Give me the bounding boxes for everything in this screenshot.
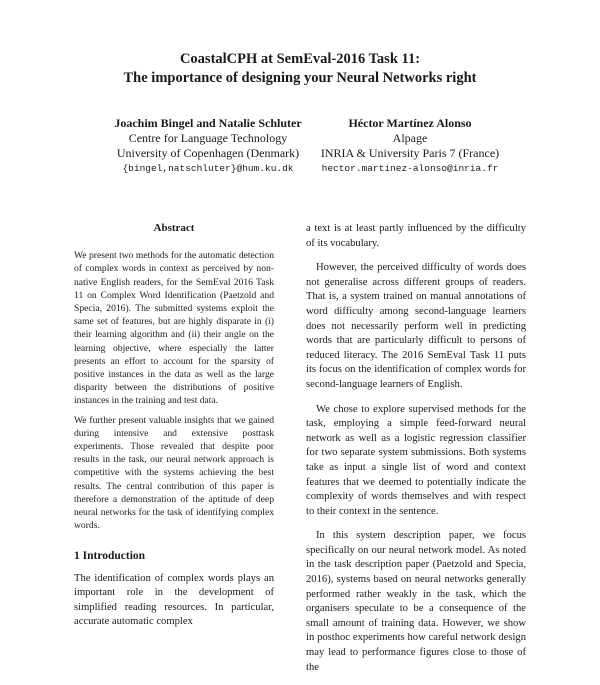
author-block-2 — [290, 116, 530, 176]
body-paragraph-2: We chose to explore supervised methods for the task, employing a simple feed-forward neural network as well as a logistic regression classifier for two separate system submissions. Both systems take as input a single list of word and context features that we deemed to potentially indicate the complexity of words themselves and with respect to their context in the sentence. — [306, 403, 526, 517]
author-email: {bingel,natschluter}@hum.ku.dk — [122, 163, 294, 174]
title-line-2: The importance of designing your Neural Networks right — [123, 70, 477, 86]
author-block-1 — [108, 116, 308, 176]
title-line-1: CoastalCPH at SemEval-2016 Task 11: — [179, 51, 421, 67]
body-paragraph-3: In this system description paper, we focus specifically on our neural network model. As noted in the task description paper (Paetzold and Specia, 2016), systems based on neural networks generally performed rather weakly in the task, which the organisers speculate to be a consequence of the small amount of training data. However, we show in posthoc experiments how careful network design may lead to performance figures close to those of the — [306, 530, 526, 673]
intro-paragraph-1: The identification of complex words plays an important role in the development of simplified reading resources. In particular, accurate automatic complex — [74, 572, 274, 628]
paper-title — [0, 50, 600, 88]
author-email: hector.martinez-alonso@inria.fr — [321, 163, 499, 174]
author-institution: INRIA & University Paris 7 (France) — [320, 146, 500, 160]
right-column — [306, 222, 526, 685]
author-names: Joachim Bingel and Natalie Schluter — [114, 116, 302, 130]
section-heading-introduction: 1 Introduction — [74, 550, 146, 563]
author-affiliation: Centre for Language Technology — [128, 131, 288, 145]
body-paragraph-1: However, the perceived difficulty of words does not generalise across different groups of readers. That is, a system trained on manual annotations of word difficulty among second-language learners does not necessarily perform well in predicting words that are particularly difficult to persons of reduced literacy. The 2016 SemEval Task 11 puts its focus on the identification of complex words for second-language learners of English. — [306, 262, 526, 390]
author-names: Héctor Martínez Alonso — [348, 116, 472, 130]
author-affiliation: Alpage — [392, 131, 428, 145]
abstract-heading: Abstract — [153, 222, 195, 234]
author-institution: University of Copenhagen (Denmark) — [116, 146, 300, 160]
left-column — [74, 222, 274, 636]
body-paragraph-0: a text is at least partly influenced by the difficulty of its vocabulary. — [306, 223, 526, 249]
abstract-paragraph-1: We present two methods for the automatic detection of complex words in context as perceived by non-native English readers, for the SemEval 2016 Task 11 on Complex Word Identification (Paetzold and Specia, 2016). The submitted systems exploit the same set of features, but are highly disparate in (i) their learning algorithm and (ii) their angle on the learning objective, where especially the latter presents an effort to account for the sparsity of positive instances in the data as well as the large disparity between the distributions of positive instances in the training and test data. — [74, 250, 274, 407]
abstract-paragraph-2: We further present valuable insights that we gained during intensive and extensive posttask experiments. Those revealed that despite poor results in the task, our neural network approach is competitive with the systems achieving the best results. The central contribution of this paper is therefore a demonstration of the aptitude of deep neural networks for the task of identifying complex words. — [74, 414, 274, 532]
